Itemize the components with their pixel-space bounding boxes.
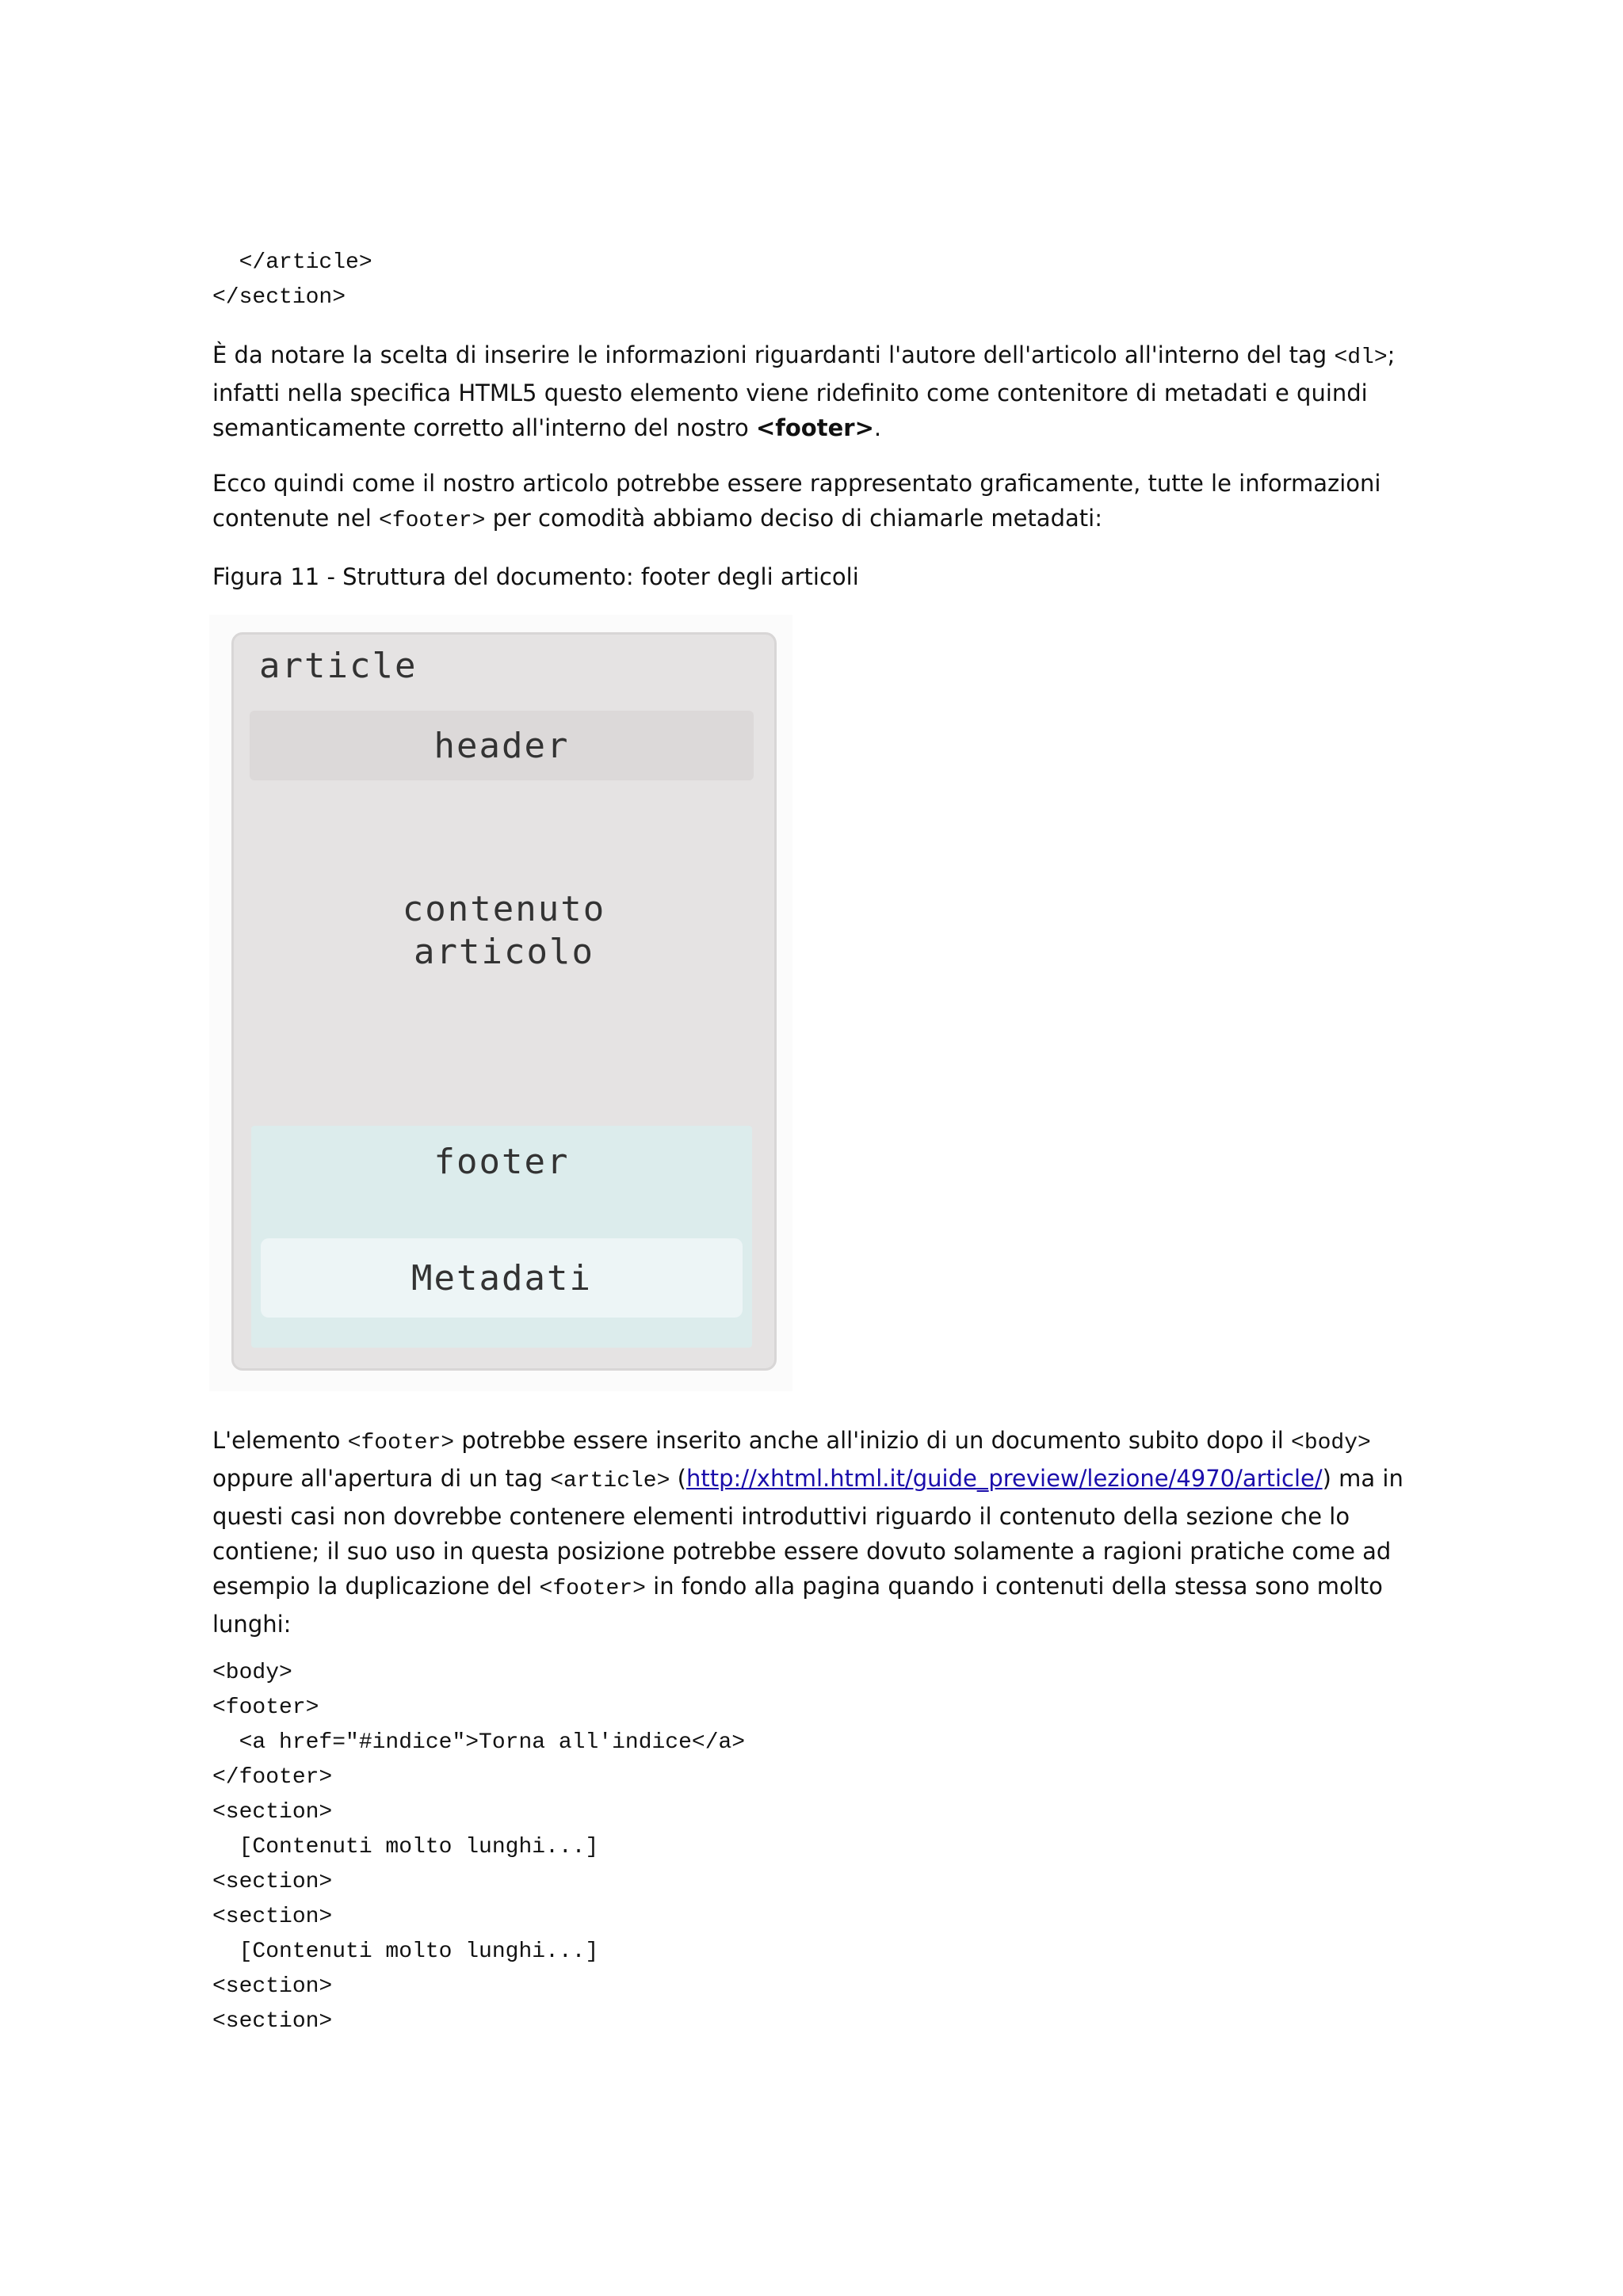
inline-code: <dl> xyxy=(1334,345,1388,370)
footer-box xyxy=(251,1126,752,1348)
text-span: L'elemento xyxy=(212,1427,348,1454)
code-line: <footer> xyxy=(212,1695,319,1720)
document-page xyxy=(212,246,1417,315)
text-span: . xyxy=(873,414,882,441)
article-label: article xyxy=(259,646,418,686)
text-span: oppure all'apertura di un tag xyxy=(212,1465,551,1492)
metadata-box xyxy=(261,1238,743,1318)
text-span: ) ma in questi casi non dovrebbe contenere elementi introduttivi riguardo il contenuto della sezione che lo contiene; il suo uso in questa posizione potrebbe essere dovuto solamente a ragioni pratiche come ad esempio la duplicazione del xyxy=(212,1465,1403,1600)
inline-code: <article> xyxy=(550,1469,670,1493)
code-line: <section> xyxy=(212,1974,333,1999)
paragraph-footer-position xyxy=(212,1423,1417,1642)
inline-code: <footer> xyxy=(378,509,486,533)
inline-code: <footer> xyxy=(539,1577,646,1601)
code-line: [Contenuti molto lunghi...] xyxy=(212,1835,599,1859)
paragraph-graphic-representation xyxy=(212,466,1417,539)
code-line: <body> xyxy=(212,1661,292,1685)
code-line: </section> xyxy=(212,285,346,310)
code-line: <section> xyxy=(212,1870,333,1894)
code-line: <section> xyxy=(212,2009,333,2034)
code-line: <a href="#indice">Torna all'indice</a> xyxy=(212,1730,746,1755)
code-line: [Contenuti molto lunghi...] xyxy=(212,1939,599,1964)
bold-text: <footer> xyxy=(755,414,874,441)
code-block-top xyxy=(212,246,1417,315)
code-line: <section> xyxy=(212,1800,333,1825)
inline-code: <body> xyxy=(1291,1431,1371,1455)
code-line: </footer> xyxy=(212,1765,333,1790)
content-area xyxy=(234,888,774,974)
code-line: <section> xyxy=(212,1905,333,1929)
inline-code: <footer> xyxy=(347,1431,455,1455)
paragraph-dl-metadata xyxy=(212,338,1417,445)
text-span: in fondo alla pagina quando i contenuti della stessa sono molto lunghi: xyxy=(212,1573,1383,1638)
footer-label: footer xyxy=(433,1142,570,1182)
code-block-bottom xyxy=(212,1656,745,2039)
metadata-label: Metadati xyxy=(411,1257,592,1299)
content-label-line1: contenuto xyxy=(402,889,606,929)
text-span: ; infatti nella specifica HTML5 questo elemento viene ridefinito come contenitore di metadati e quindi semanticamente corretto all'interno del nostro xyxy=(212,341,1396,441)
figure-article-box xyxy=(231,632,777,1371)
header-box xyxy=(250,711,754,780)
header-label: header xyxy=(433,725,570,766)
text-span: per comodità abbiamo deciso di chiamarle metadati: xyxy=(485,505,1102,532)
code-line: </article> xyxy=(212,250,372,275)
text-span: Ecco quindi come il nostro articolo potrebbe essere rappresentato graficamente, tutte le informazioni contenute nel xyxy=(212,470,1381,532)
text-span: potrebbe essere inserito anche all'inizio di un documento subito dopo il xyxy=(454,1427,1292,1454)
figure-caption: Figura 11 - Struttura del documento: footer degli articoli xyxy=(212,563,859,590)
text-span: ( xyxy=(670,1465,686,1492)
text-span: È da notare la scelta di inserire le informazioni riguardanti l'autore dell'articolo all'interno del tag xyxy=(212,341,1335,368)
article-guide-link[interactable]: http://xhtml.html.it/guide_preview/lezione/4970/article/ xyxy=(685,1465,1323,1492)
content-label-line2: articolo xyxy=(414,932,594,972)
